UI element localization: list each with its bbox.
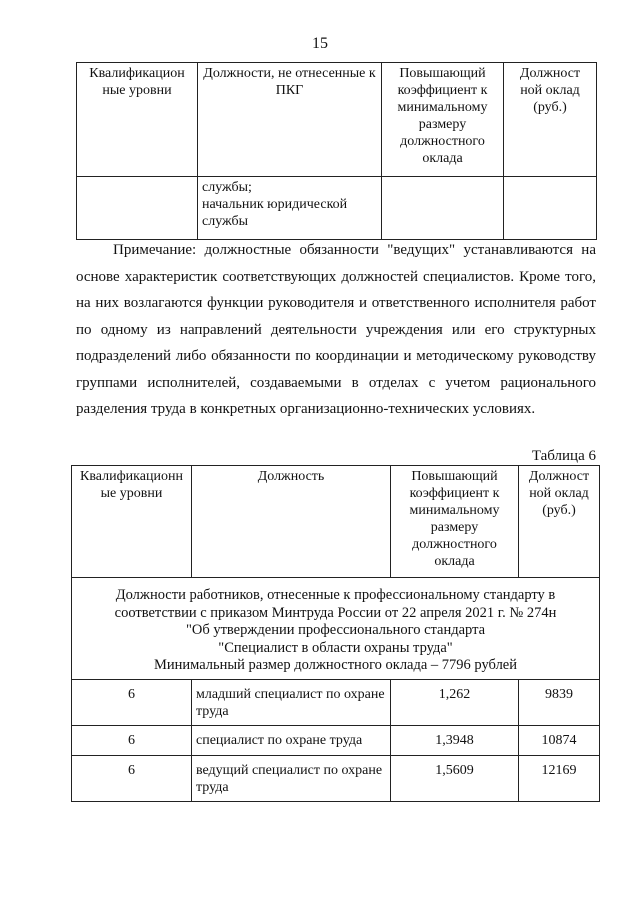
header-qualification-levels: Квалификацион ные уровни [77,63,198,177]
table-header-row [72,466,600,578]
cell-salary: 9839 [519,680,600,726]
group-header-row [72,578,600,680]
group-line: "Об утверждении профессионального стандарта [185,622,486,638]
group-line: Должности работников, отнесенные к профессиональному стандарту в [115,587,556,603]
cell-coefficient: 1,5609 [391,756,519,802]
cell-salary: 12169 [519,756,600,802]
header-positions-not-in-pkg: Должности, не отнесенные к ПКГ [198,63,382,177]
note-paragraph [76,237,596,423]
cell-level [77,177,198,240]
group-line: соответствии с приказом Минтруда России от 22 апреля 2021 г. № 274н [114,604,557,621]
table-row [72,726,600,756]
positions-table-continued [76,62,597,240]
table-header-row [77,63,597,177]
table-row [72,680,600,726]
cell-position: специалист по охране труда [192,726,391,756]
note-text: Примечание: должностные обязанности "ведущих" устанавливаются на основе характеристик соответствующих должностей специалистов. Кроме того, на них возлагаются функции руководителя и ответственного исполнителя работ по одному из направлений деятельности учреждения или его структурных подразделений либо обязанности по координации и методическому руководству группами исполнителей, создаваемыми в отделах с учетом рационального разделения труда в конкретных организационно-технических условиях. [76,242,596,417]
occupational-safety-positions-table [71,465,600,802]
header-salary: Должност ной оклад (руб.) [504,63,597,177]
cell-level: 6 [72,756,192,802]
professional-standard-group-cell [72,578,600,680]
cell-level: 6 [72,726,192,756]
cell-position: младший специалист по охране труда [192,680,391,726]
header-coefficient: Повышающий коэффициент к минимальному размеру должностного оклада [391,466,519,578]
header-salary: Должност ной оклад (руб.) [519,466,600,578]
cell-coefficient [382,177,504,240]
table-row [77,177,597,240]
cell-salary [504,177,597,240]
table-caption: Таблица 6 [531,448,596,464]
position-line: службы [202,214,249,229]
cell-level: 6 [72,680,192,726]
page-number: 15 [312,35,328,52]
header-position: Должность [192,466,391,578]
group-line: "Специалист в области охраны труда" [218,639,453,656]
cell-coefficient: 1,3948 [391,726,519,756]
header-qualification-levels: Квалификационн ые уровни [72,466,192,578]
cell-salary: 10874 [519,726,600,756]
cell-position [198,177,382,240]
cell-position: ведущий специалист по охране труда [192,756,391,802]
cell-coefficient: 1,262 [391,680,519,726]
group-line: Минимальный размер должностного оклада – 7796 рублей [153,657,518,673]
position-line: начальник юридической [202,197,348,212]
table-row [72,756,600,802]
position-line: службы; [202,180,252,195]
header-coefficient: Повышающий коэффициент к минимальному размеру должностного оклада [382,63,504,177]
